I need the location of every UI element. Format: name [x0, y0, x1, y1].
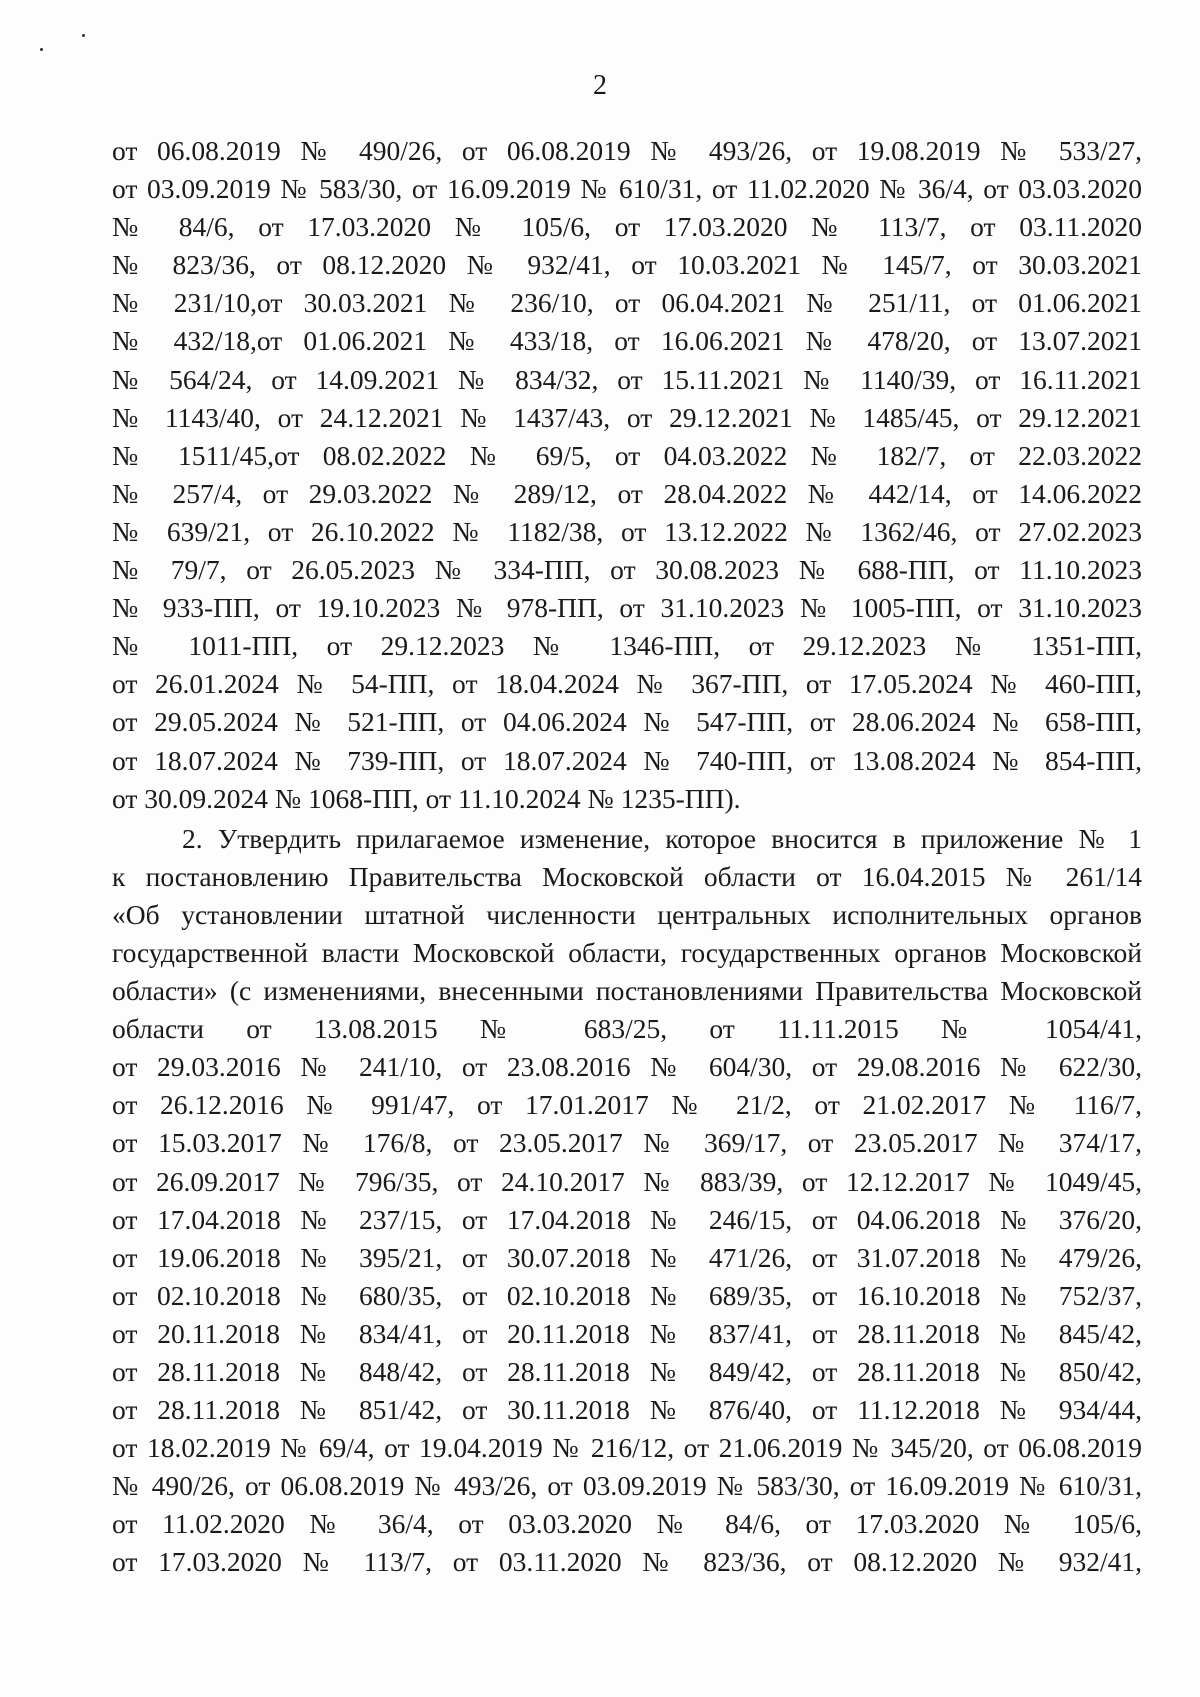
text-line: от 18.02.2019 № 69/4, от 19.04.2019 № 216/12, от 21.06.2019 № 345/20, от 06.08.2019: [112, 1432, 1142, 1464]
text-line: от 28.11.2018 № 848/42, от 28.11.2018 № 849/42, от 28.11.2018 № 850/42,: [112, 1356, 1142, 1387]
text-line: от 26.09.2017 № 796/35, от 24.10.2017 № 883/39, от 12.12.2017 № 1049/45,: [112, 1165, 1142, 1197]
text-line: от 06.08.2019 № 490/26, от 06.08.2019 № 493/26, от 19.08.2019 № 533/27,: [112, 135, 1142, 166]
text-line: от 11.02.2020 № 36/4, от 03.03.2020 № 84/6, от 17.03.2020 № 105/6,: [112, 1508, 1142, 1540]
paragraph-1: [112, 132, 1142, 818]
text-line: от 15.03.2017 № 176/8, от 23.05.2017 № 369/17, от 23.05.2017 № 374/17,: [112, 1127, 1142, 1159]
text-line: № 1143/40, от 24.12.2021 № 1437/43, от 29.12.2021 № 1485/45, от 29.12.2021: [112, 401, 1142, 433]
scan-speck: [40, 48, 43, 51]
text-line: № 490/26, от 06.08.2019 № 493/26, от 03.09.2019 № 583/30, от 16.09.2019 № 610/31,: [112, 1470, 1142, 1502]
document-body: [112, 132, 1142, 1582]
text-line: № 823/36, от 08.12.2020 № 932/41, от 10.03.2021 № 145/7, от 30.03.2021: [112, 249, 1142, 281]
text-line: от 03.09.2019 № 583/30, от 16.09.2019 № 610/31, от 11.02.2020 № 36/4, от 03.03.2020: [112, 173, 1142, 205]
text-line: от 29.05.2024 № 521-ПП, от 04.06.2024 № 547-ПП, от 28.06.2024 № 658-ПП,: [112, 706, 1142, 738]
text-line: от 28.11.2018 № 851/42, от 30.11.2018 № 876/40, от 11.12.2018 № 934/44,: [112, 1394, 1142, 1426]
text-line: № 564/24, от 14.09.2021 № 834/32, от 15.11.2021 № 1140/39, от 16.11.2021: [112, 363, 1142, 395]
page-number: 2: [593, 70, 607, 101]
text-line: от 26.01.2024 № 54-ПП, от 18.04.2024 № 367-ПП, от 17.05.2024 № 460-ПП,: [112, 668, 1142, 700]
text-line: от 17.03.2020 № 113/7, от 03.11.2020 № 823/36, от 08.12.2020 № 932/41,: [112, 1546, 1142, 1578]
text-line: № 79/7, от 26.05.2023 № 334-ПП, от 30.08.2023 № 688-ПП, от 11.10.2023: [112, 554, 1142, 586]
text-line: от 26.12.2016 № 991/47, от 17.01.2017 № 21/2, от 21.02.2017 № 116/7,: [112, 1089, 1142, 1121]
text-line: № 639/21, от 26.10.2022 № 1182/38, от 13.12.2022 № 1362/46, от 27.02.2023: [112, 515, 1142, 547]
text-line: № 257/4, от 29.03.2022 № 289/12, от 28.04.2022 № 442/14, от 14.06.2022: [112, 477, 1142, 509]
text-line: к постановлению Правительства Московской области от 16.04.2015 № 261/14: [112, 860, 1142, 892]
text-line: № 84/6, от 17.03.2020 № 105/6, от 17.03.2020 № 113/7, от 03.11.2020: [112, 211, 1142, 243]
text-line: № 1511/45,от 08.02.2022 № 69/5, от 04.03.2022 № 182/7, от 22.03.2022: [112, 439, 1142, 471]
paragraph-2: [112, 820, 1142, 1582]
text-line: от 30.09.2024 № 1068-ПП, от 11.10.2024 № 1235-ПП).: [112, 782, 741, 814]
text-line: 2. Утвердить прилагаемое изменение, которое вносится в приложение № 1: [182, 822, 1142, 854]
text-line: № 231/10,от 30.03.2021 № 236/10, от 06.04.2021 № 251/11, от 01.06.2021: [112, 287, 1142, 319]
text-line: от 18.07.2024 № 739-ПП, от 18.07.2024 № 740-ПП, от 13.08.2024 № 854-ПП,: [112, 744, 1142, 776]
text-line: от 20.11.2018 № 834/41, от 20.11.2018 № 837/41, от 28.11.2018 № 845/42,: [112, 1317, 1142, 1349]
text-line: № 933-ПП, от 19.10.2023 № 978-ПП, от 31.10.2023 № 1005-ПП, от 31.10.2023: [112, 592, 1142, 624]
text-line: от 19.06.2018 № 395/21, от 30.07.2018 № 471/26, от 31.07.2018 № 479/26,: [112, 1241, 1142, 1273]
text-line: области» (с изменениями, внесенными постановлениями Правительства Московской: [112, 975, 1142, 1007]
text-line: от 02.10.2018 № 680/35, от 02.10.2018 № 689/35, от 16.10.2018 № 752/37,: [112, 1279, 1142, 1311]
scan-speck: [82, 34, 85, 37]
text-line: № 432/18,от 01.06.2021 № 433/18, от 16.06.2021 № 478/20, от 13.07.2021: [112, 325, 1142, 357]
text-line: государственной власти Московской области, государственных органов Московской: [112, 936, 1142, 968]
text-line: № 1011-ПП, от 29.12.2023 № 1346-ПП, от 29.12.2023 № 1351-ПП,: [112, 630, 1142, 662]
text-line: от 17.04.2018 № 237/15, от 17.04.2018 № 246/15, от 04.06.2018 № 376/20,: [112, 1203, 1142, 1235]
text-line: «Об установлении штатной численности центральных исполнительных органов: [112, 898, 1142, 930]
text-line: от 29.03.2016 № 241/10, от 23.08.2016 № 604/30, от 29.08.2016 № 622/30,: [112, 1051, 1142, 1083]
text-line: области от 13.08.2015 № 683/25, от 11.11.2015 № 1054/41,: [112, 1013, 1142, 1045]
